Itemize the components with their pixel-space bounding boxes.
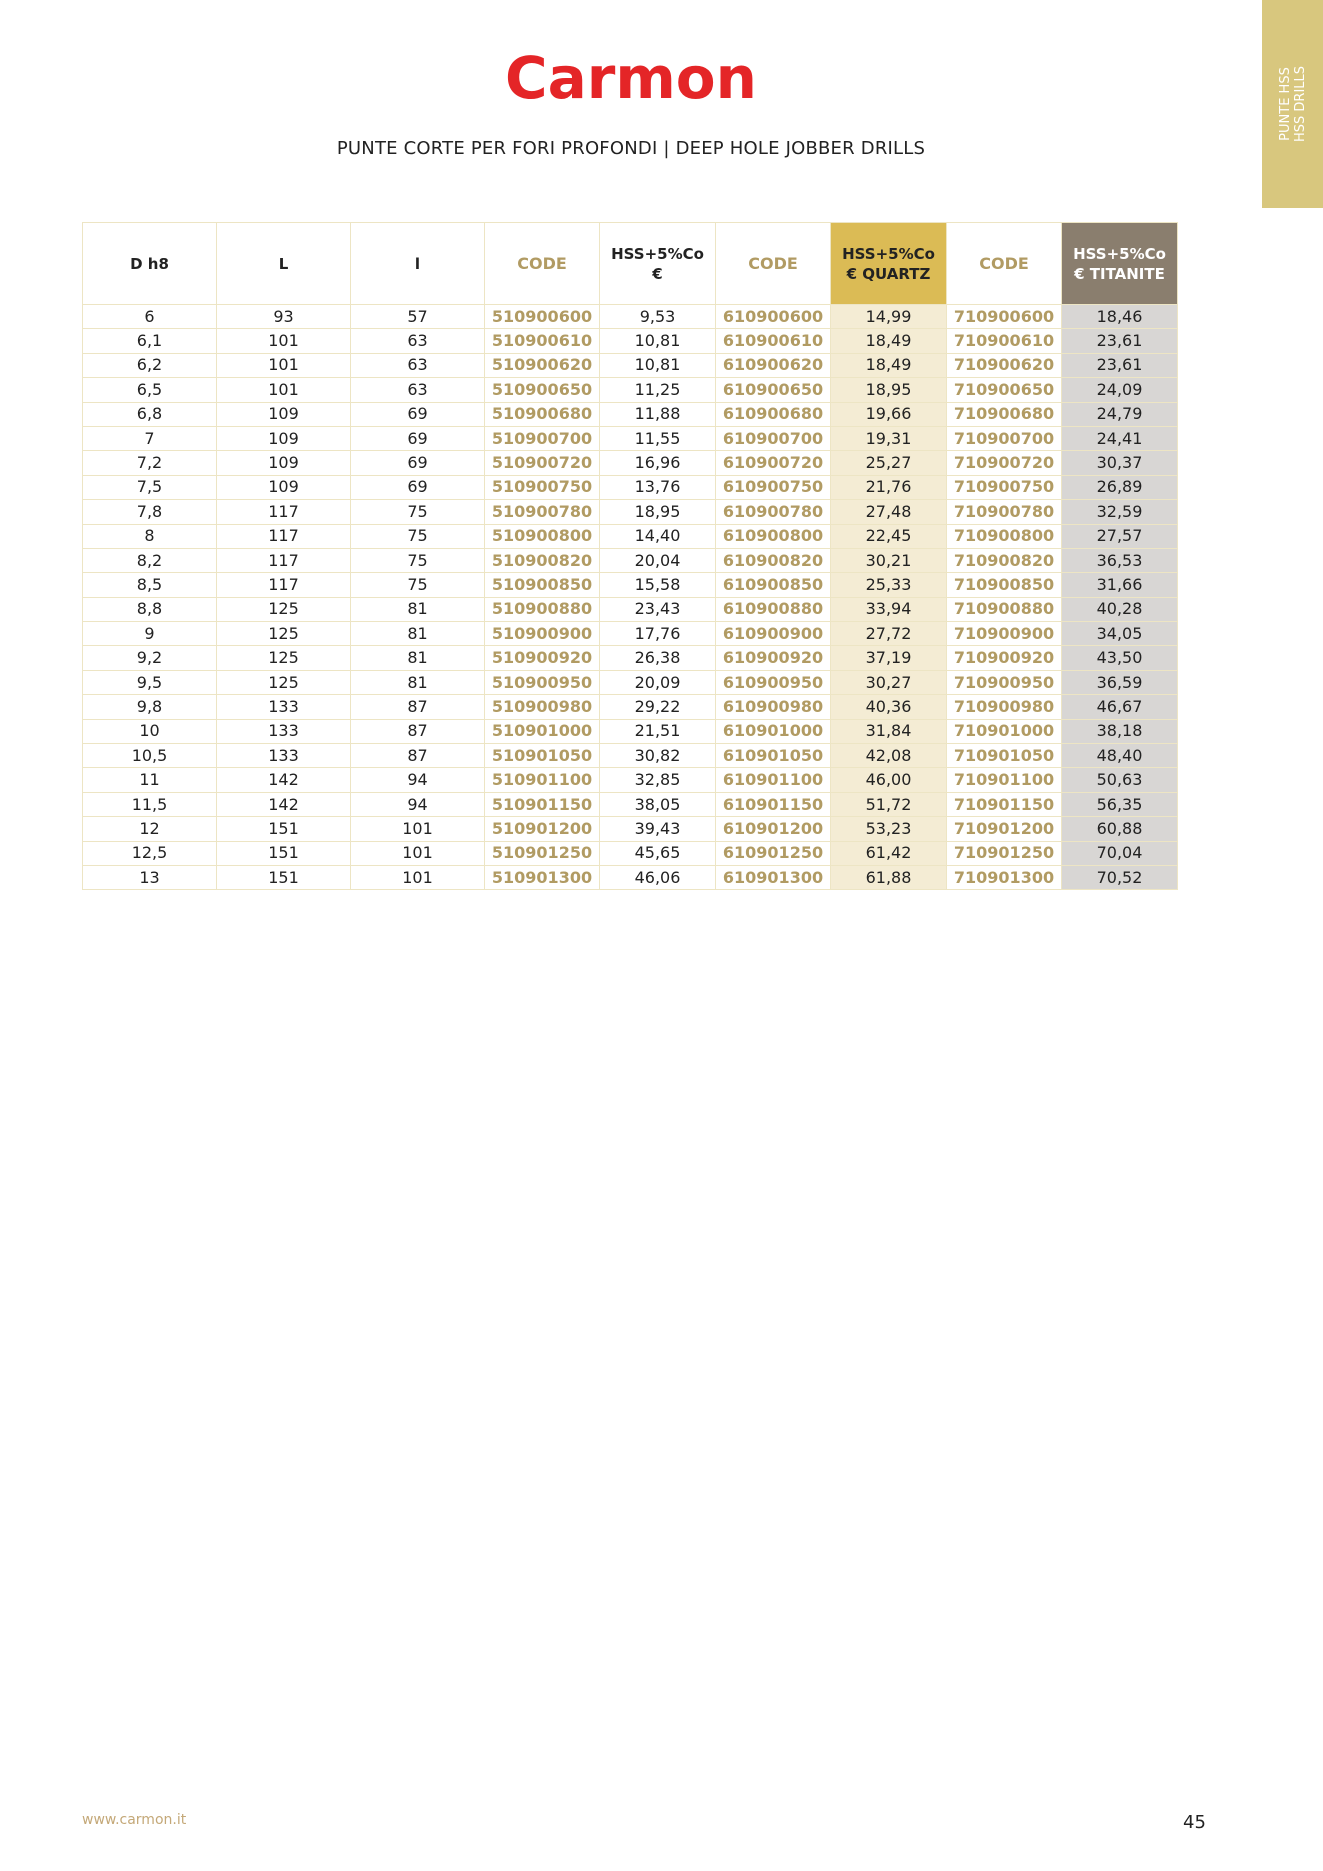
- cell-diameter: 6: [83, 305, 217, 329]
- cell-code-titanite: 710901300: [947, 865, 1062, 889]
- table-row: [83, 817, 1178, 841]
- cell-flute-length: 75: [351, 524, 485, 548]
- cell-price-quartz: 18,95: [831, 378, 947, 402]
- cell-price-titanite: 23,61: [1062, 329, 1178, 353]
- cell-flute-length: 101: [351, 865, 485, 889]
- table-row: [83, 305, 1178, 329]
- cell-price-hss: 18,95: [600, 500, 716, 524]
- cell-code-titanite: 710901250: [947, 841, 1062, 865]
- cell-price-quartz: 31,84: [831, 719, 947, 743]
- cell-price-quartz: 30,21: [831, 548, 947, 572]
- header-price-titanite: [1062, 223, 1178, 305]
- cell-code-quartz: 610900850: [716, 573, 831, 597]
- cell-code-titanite: 710900900: [947, 622, 1062, 646]
- cell-total-length: 151: [217, 865, 351, 889]
- cell-total-length: 117: [217, 573, 351, 597]
- cell-code-hss: 510900720: [485, 451, 600, 475]
- cell-diameter: 13: [83, 865, 217, 889]
- page-title: PUNTE CORTE PER FORI PROFONDI | DEEP HOLE JOBBER DRILLS: [336, 138, 926, 159]
- cell-diameter: 12,5: [83, 841, 217, 865]
- cell-price-titanite: 36,53: [1062, 548, 1178, 572]
- cell-flute-length: 87: [351, 695, 485, 719]
- cell-price-titanite: 23,61: [1062, 353, 1178, 377]
- cell-flute-length: 63: [351, 329, 485, 353]
- cell-code-hss: 510900650: [485, 378, 600, 402]
- cell-price-titanite: 38,18: [1062, 719, 1178, 743]
- cell-code-hss: 510900600: [485, 305, 600, 329]
- cell-price-hss: 16,96: [600, 451, 716, 475]
- cell-total-length: 109: [217, 451, 351, 475]
- table-row: [83, 695, 1178, 719]
- cell-price-quartz: 42,08: [831, 744, 947, 768]
- cell-code-titanite: 710900620: [947, 353, 1062, 377]
- cell-code-titanite: 710901200: [947, 817, 1062, 841]
- cell-flute-length: 101: [351, 841, 485, 865]
- section-tab-line2: HSS DRILLS: [1292, 65, 1308, 143]
- cell-price-titanite: 46,67: [1062, 695, 1178, 719]
- cell-flute-length: 87: [351, 719, 485, 743]
- cell-price-hss: 45,65: [600, 841, 716, 865]
- cell-price-hss: 11,88: [600, 402, 716, 426]
- cell-code-quartz: 610900820: [716, 548, 831, 572]
- cell-diameter: 6,5: [83, 378, 217, 402]
- cell-code-hss: 510900900: [485, 622, 600, 646]
- cell-price-quartz: 61,88: [831, 865, 947, 889]
- cell-code-hss: 510900620: [485, 353, 600, 377]
- cell-code-titanite: 710900950: [947, 670, 1062, 694]
- header-price-hss: [600, 223, 716, 305]
- cell-code-titanite: 710901050: [947, 744, 1062, 768]
- cell-code-hss: 510900850: [485, 573, 600, 597]
- cell-diameter: 8,5: [83, 573, 217, 597]
- table-row: [83, 573, 1178, 597]
- cell-flute-length: 69: [351, 426, 485, 450]
- cell-diameter: 6,8: [83, 402, 217, 426]
- header-code-hss: CODE: [485, 223, 600, 305]
- cell-price-hss: 39,43: [600, 817, 716, 841]
- cell-code-titanite: 710900920: [947, 646, 1062, 670]
- cell-code-hss: 510901000: [485, 719, 600, 743]
- cell-price-titanite: 40,28: [1062, 597, 1178, 621]
- table-row: [83, 475, 1178, 499]
- cell-price-titanite: 32,59: [1062, 500, 1178, 524]
- cell-code-quartz: 610901000: [716, 719, 831, 743]
- cell-code-hss: 510901200: [485, 817, 600, 841]
- cell-code-hss: 510900780: [485, 500, 600, 524]
- cell-price-hss: 21,51: [600, 719, 716, 743]
- cell-code-quartz: 610901250: [716, 841, 831, 865]
- cell-price-hss: 38,05: [600, 792, 716, 816]
- cell-flute-length: 69: [351, 475, 485, 499]
- table-row: [83, 353, 1178, 377]
- cell-flute-length: 101: [351, 817, 485, 841]
- cell-price-hss: 17,76: [600, 622, 716, 646]
- table-row: [83, 646, 1178, 670]
- header-flute-length: l: [351, 223, 485, 305]
- price-table: [82, 222, 1178, 890]
- header-price-quartz-line1: HSS+5%Co: [842, 244, 935, 263]
- header-price-titanite-line1: HSS+5%Co: [1073, 244, 1166, 263]
- cell-code-quartz: 610901050: [716, 744, 831, 768]
- cell-code-titanite: 710900610: [947, 329, 1062, 353]
- table-row: [83, 451, 1178, 475]
- table-row: [83, 792, 1178, 816]
- cell-code-titanite: 710900720: [947, 451, 1062, 475]
- cell-price-quartz: 18,49: [831, 329, 947, 353]
- cell-code-titanite: 710900850: [947, 573, 1062, 597]
- cell-diameter: 9: [83, 622, 217, 646]
- cell-diameter: 10: [83, 719, 217, 743]
- table-row: [83, 329, 1178, 353]
- cell-flute-length: 81: [351, 670, 485, 694]
- cell-code-quartz: 610900680: [716, 402, 831, 426]
- cell-price-hss: 20,04: [600, 548, 716, 572]
- cell-code-hss: 510900800: [485, 524, 600, 548]
- cell-code-hss: 510900950: [485, 670, 600, 694]
- cell-code-quartz: 610900800: [716, 524, 831, 548]
- section-tab: [1262, 0, 1323, 208]
- cell-code-titanite: 710900600: [947, 305, 1062, 329]
- cell-total-length: 151: [217, 817, 351, 841]
- cell-diameter: 11: [83, 768, 217, 792]
- cell-price-quartz: 19,31: [831, 426, 947, 450]
- cell-price-hss: 10,81: [600, 353, 716, 377]
- cell-code-titanite: 710900880: [947, 597, 1062, 621]
- cell-price-hss: 30,82: [600, 744, 716, 768]
- cell-price-quartz: 22,45: [831, 524, 947, 548]
- cell-code-titanite: 710900700: [947, 426, 1062, 450]
- cell-price-hss: 26,38: [600, 646, 716, 670]
- cell-price-hss: 15,58: [600, 573, 716, 597]
- cell-price-hss: 10,81: [600, 329, 716, 353]
- cell-code-quartz: 610900750: [716, 475, 831, 499]
- cell-code-quartz: 610901150: [716, 792, 831, 816]
- cell-code-hss: 510901100: [485, 768, 600, 792]
- cell-total-length: 93: [217, 305, 351, 329]
- footer-website-link[interactable]: www.carmon.it: [82, 1812, 187, 1828]
- cell-code-quartz: 610900780: [716, 500, 831, 524]
- cell-price-hss: 9,53: [600, 305, 716, 329]
- table-row: [83, 597, 1178, 621]
- cell-code-quartz: 610900650: [716, 378, 831, 402]
- cell-diameter: 11,5: [83, 792, 217, 816]
- cell-diameter: 7,2: [83, 451, 217, 475]
- cell-price-titanite: 70,04: [1062, 841, 1178, 865]
- cell-price-quartz: 21,76: [831, 475, 947, 499]
- cell-code-titanite: 710900800: [947, 524, 1062, 548]
- table-row: [83, 524, 1178, 548]
- table-row: [83, 670, 1178, 694]
- cell-price-quartz: 25,27: [831, 451, 947, 475]
- cell-price-hss: 11,55: [600, 426, 716, 450]
- cell-price-quartz: 27,48: [831, 500, 947, 524]
- cell-total-length: 133: [217, 744, 351, 768]
- cell-total-length: 125: [217, 597, 351, 621]
- header-total-length: L: [217, 223, 351, 305]
- cell-flute-length: 87: [351, 744, 485, 768]
- cell-diameter: 8,2: [83, 548, 217, 572]
- cell-total-length: 133: [217, 695, 351, 719]
- table-header-row: [83, 223, 1178, 305]
- header-code-quartz: CODE: [716, 223, 831, 305]
- cell-price-hss: 13,76: [600, 475, 716, 499]
- cell-price-titanite: 31,66: [1062, 573, 1178, 597]
- cell-code-quartz: 610901300: [716, 865, 831, 889]
- cell-flute-length: 75: [351, 573, 485, 597]
- cell-diameter: 9,2: [83, 646, 217, 670]
- header-diameter: D h8: [83, 223, 217, 305]
- cell-price-titanite: 30,37: [1062, 451, 1178, 475]
- cell-code-titanite: 710901000: [947, 719, 1062, 743]
- cell-total-length: 142: [217, 768, 351, 792]
- cell-diameter: 6,1: [83, 329, 217, 353]
- cell-price-hss: 46,06: [600, 865, 716, 889]
- cell-code-quartz: 610901200: [716, 817, 831, 841]
- cell-price-titanite: 60,88: [1062, 817, 1178, 841]
- cell-flute-length: 81: [351, 622, 485, 646]
- cell-flute-length: 63: [351, 378, 485, 402]
- cell-code-titanite: 710900780: [947, 500, 1062, 524]
- cell-price-hss: 11,25: [600, 378, 716, 402]
- cell-flute-length: 75: [351, 548, 485, 572]
- cell-total-length: 109: [217, 475, 351, 499]
- cell-code-quartz: 610900950: [716, 670, 831, 694]
- cell-diameter: 7: [83, 426, 217, 450]
- table-row: [83, 548, 1178, 572]
- cell-total-length: 151: [217, 841, 351, 865]
- cell-flute-length: 57: [351, 305, 485, 329]
- table-row: [83, 500, 1178, 524]
- cell-code-hss: 510901250: [485, 841, 600, 865]
- header-code-titanite: CODE: [947, 223, 1062, 305]
- cell-code-hss: 510900880: [485, 597, 600, 621]
- cell-price-titanite: 24,79: [1062, 402, 1178, 426]
- cell-price-titanite: 50,63: [1062, 768, 1178, 792]
- cell-code-quartz: 610900610: [716, 329, 831, 353]
- cell-code-hss: 510900700: [485, 426, 600, 450]
- cell-price-quartz: 53,23: [831, 817, 947, 841]
- cell-price-hss: 20,09: [600, 670, 716, 694]
- section-tab-label: [1278, 66, 1308, 142]
- cell-total-length: 109: [217, 426, 351, 450]
- cell-code-hss: 510900980: [485, 695, 600, 719]
- cell-total-length: 109: [217, 402, 351, 426]
- cell-price-titanite: 27,57: [1062, 524, 1178, 548]
- cell-code-quartz: 610900900: [716, 622, 831, 646]
- cell-code-quartz: 610901100: [716, 768, 831, 792]
- cell-code-hss: 510901300: [485, 865, 600, 889]
- cell-code-titanite: 710900820: [947, 548, 1062, 572]
- cell-flute-length: 94: [351, 792, 485, 816]
- cell-code-hss: 510901050: [485, 744, 600, 768]
- cell-price-quartz: 61,42: [831, 841, 947, 865]
- cell-price-hss: 29,22: [600, 695, 716, 719]
- cell-price-quartz: 46,00: [831, 768, 947, 792]
- cell-price-hss: 32,85: [600, 768, 716, 792]
- cell-flute-length: 69: [351, 451, 485, 475]
- cell-code-titanite: 710900680: [947, 402, 1062, 426]
- cell-price-quartz: 37,19: [831, 646, 947, 670]
- cell-code-titanite: 710901100: [947, 768, 1062, 792]
- cell-total-length: 117: [217, 500, 351, 524]
- cell-price-quartz: 40,36: [831, 695, 947, 719]
- cell-code-quartz: 610900620: [716, 353, 831, 377]
- table-row: [83, 744, 1178, 768]
- cell-total-length: 142: [217, 792, 351, 816]
- cell-flute-length: 94: [351, 768, 485, 792]
- cell-diameter: 7,8: [83, 500, 217, 524]
- cell-price-quartz: 18,49: [831, 353, 947, 377]
- cell-price-quartz: 25,33: [831, 573, 947, 597]
- cell-price-titanite: 70,52: [1062, 865, 1178, 889]
- table-row: [83, 865, 1178, 889]
- cell-code-hss: 510900680: [485, 402, 600, 426]
- cell-code-hss: 510900610: [485, 329, 600, 353]
- cell-price-quartz: 33,94: [831, 597, 947, 621]
- header-price-titanite-line2: € TITANITE: [1074, 264, 1165, 283]
- cell-code-titanite: 710900750: [947, 475, 1062, 499]
- cell-code-hss: 510900750: [485, 475, 600, 499]
- cell-diameter: 7,5: [83, 475, 217, 499]
- cell-price-titanite: 34,05: [1062, 622, 1178, 646]
- cell-price-quartz: 27,72: [831, 622, 947, 646]
- cell-code-titanite: 710901150: [947, 792, 1062, 816]
- cell-total-length: 101: [217, 353, 351, 377]
- cell-price-hss: 23,43: [600, 597, 716, 621]
- cell-code-hss: 510901150: [485, 792, 600, 816]
- cell-total-length: 133: [217, 719, 351, 743]
- cell-code-hss: 510900920: [485, 646, 600, 670]
- cell-total-length: 125: [217, 670, 351, 694]
- cell-price-titanite: 24,41: [1062, 426, 1178, 450]
- cell-total-length: 101: [217, 329, 351, 353]
- cell-diameter: 10,5: [83, 744, 217, 768]
- section-tab-line1: PUNTE HSS: [1277, 67, 1293, 141]
- cell-diameter: 12: [83, 817, 217, 841]
- table-row: [83, 768, 1178, 792]
- cell-total-length: 125: [217, 646, 351, 670]
- cell-price-quartz: 19,66: [831, 402, 947, 426]
- cell-total-length: 125: [217, 622, 351, 646]
- cell-code-titanite: 710900650: [947, 378, 1062, 402]
- table-row: [83, 402, 1178, 426]
- header-price-hss-line2: €: [652, 264, 663, 283]
- cell-code-quartz: 610900920: [716, 646, 831, 670]
- cell-flute-length: 81: [351, 646, 485, 670]
- cell-price-titanite: 36,59: [1062, 670, 1178, 694]
- cell-price-quartz: 51,72: [831, 792, 947, 816]
- cell-price-titanite: 56,35: [1062, 792, 1178, 816]
- cell-flute-length: 81: [351, 597, 485, 621]
- cell-diameter: 9,8: [83, 695, 217, 719]
- cell-flute-length: 63: [351, 353, 485, 377]
- cell-code-quartz: 610900880: [716, 597, 831, 621]
- table-row: [83, 622, 1178, 646]
- table-row: [83, 841, 1178, 865]
- table-row: [83, 378, 1178, 402]
- header-price-quartz-line2: € QUARTZ: [846, 264, 931, 283]
- header-price-hss-line1: HSS+5%Co: [611, 244, 704, 263]
- cell-price-titanite: 48,40: [1062, 744, 1178, 768]
- table-body: [83, 305, 1178, 890]
- cell-diameter: 6,2: [83, 353, 217, 377]
- cell-flute-length: 69: [351, 402, 485, 426]
- cell-code-quartz: 610900700: [716, 426, 831, 450]
- cell-code-hss: 510900820: [485, 548, 600, 572]
- cell-code-quartz: 610900600: [716, 305, 831, 329]
- cell-total-length: 117: [217, 524, 351, 548]
- table-row: [83, 426, 1178, 450]
- cell-price-titanite: 18,46: [1062, 305, 1178, 329]
- cell-price-titanite: 43,50: [1062, 646, 1178, 670]
- cell-price-quartz: 14,99: [831, 305, 947, 329]
- header-price-quartz: [831, 223, 947, 305]
- cell-price-titanite: 24,09: [1062, 378, 1178, 402]
- cell-code-quartz: 610900720: [716, 451, 831, 475]
- cell-flute-length: 75: [351, 500, 485, 524]
- cell-code-titanite: 710900980: [947, 695, 1062, 719]
- cell-total-length: 101: [217, 378, 351, 402]
- cell-diameter: 9,5: [83, 670, 217, 694]
- table-row: [83, 719, 1178, 743]
- cell-price-quartz: 30,27: [831, 670, 947, 694]
- cell-diameter: 8,8: [83, 597, 217, 621]
- carmon-logo: Carmon: [505, 44, 757, 112]
- cell-diameter: 8: [83, 524, 217, 548]
- cell-code-quartz: 610900980: [716, 695, 831, 719]
- cell-price-hss: 14,40: [600, 524, 716, 548]
- cell-price-titanite: 26,89: [1062, 475, 1178, 499]
- page-number: 45: [1183, 1812, 1206, 1833]
- cell-total-length: 117: [217, 548, 351, 572]
